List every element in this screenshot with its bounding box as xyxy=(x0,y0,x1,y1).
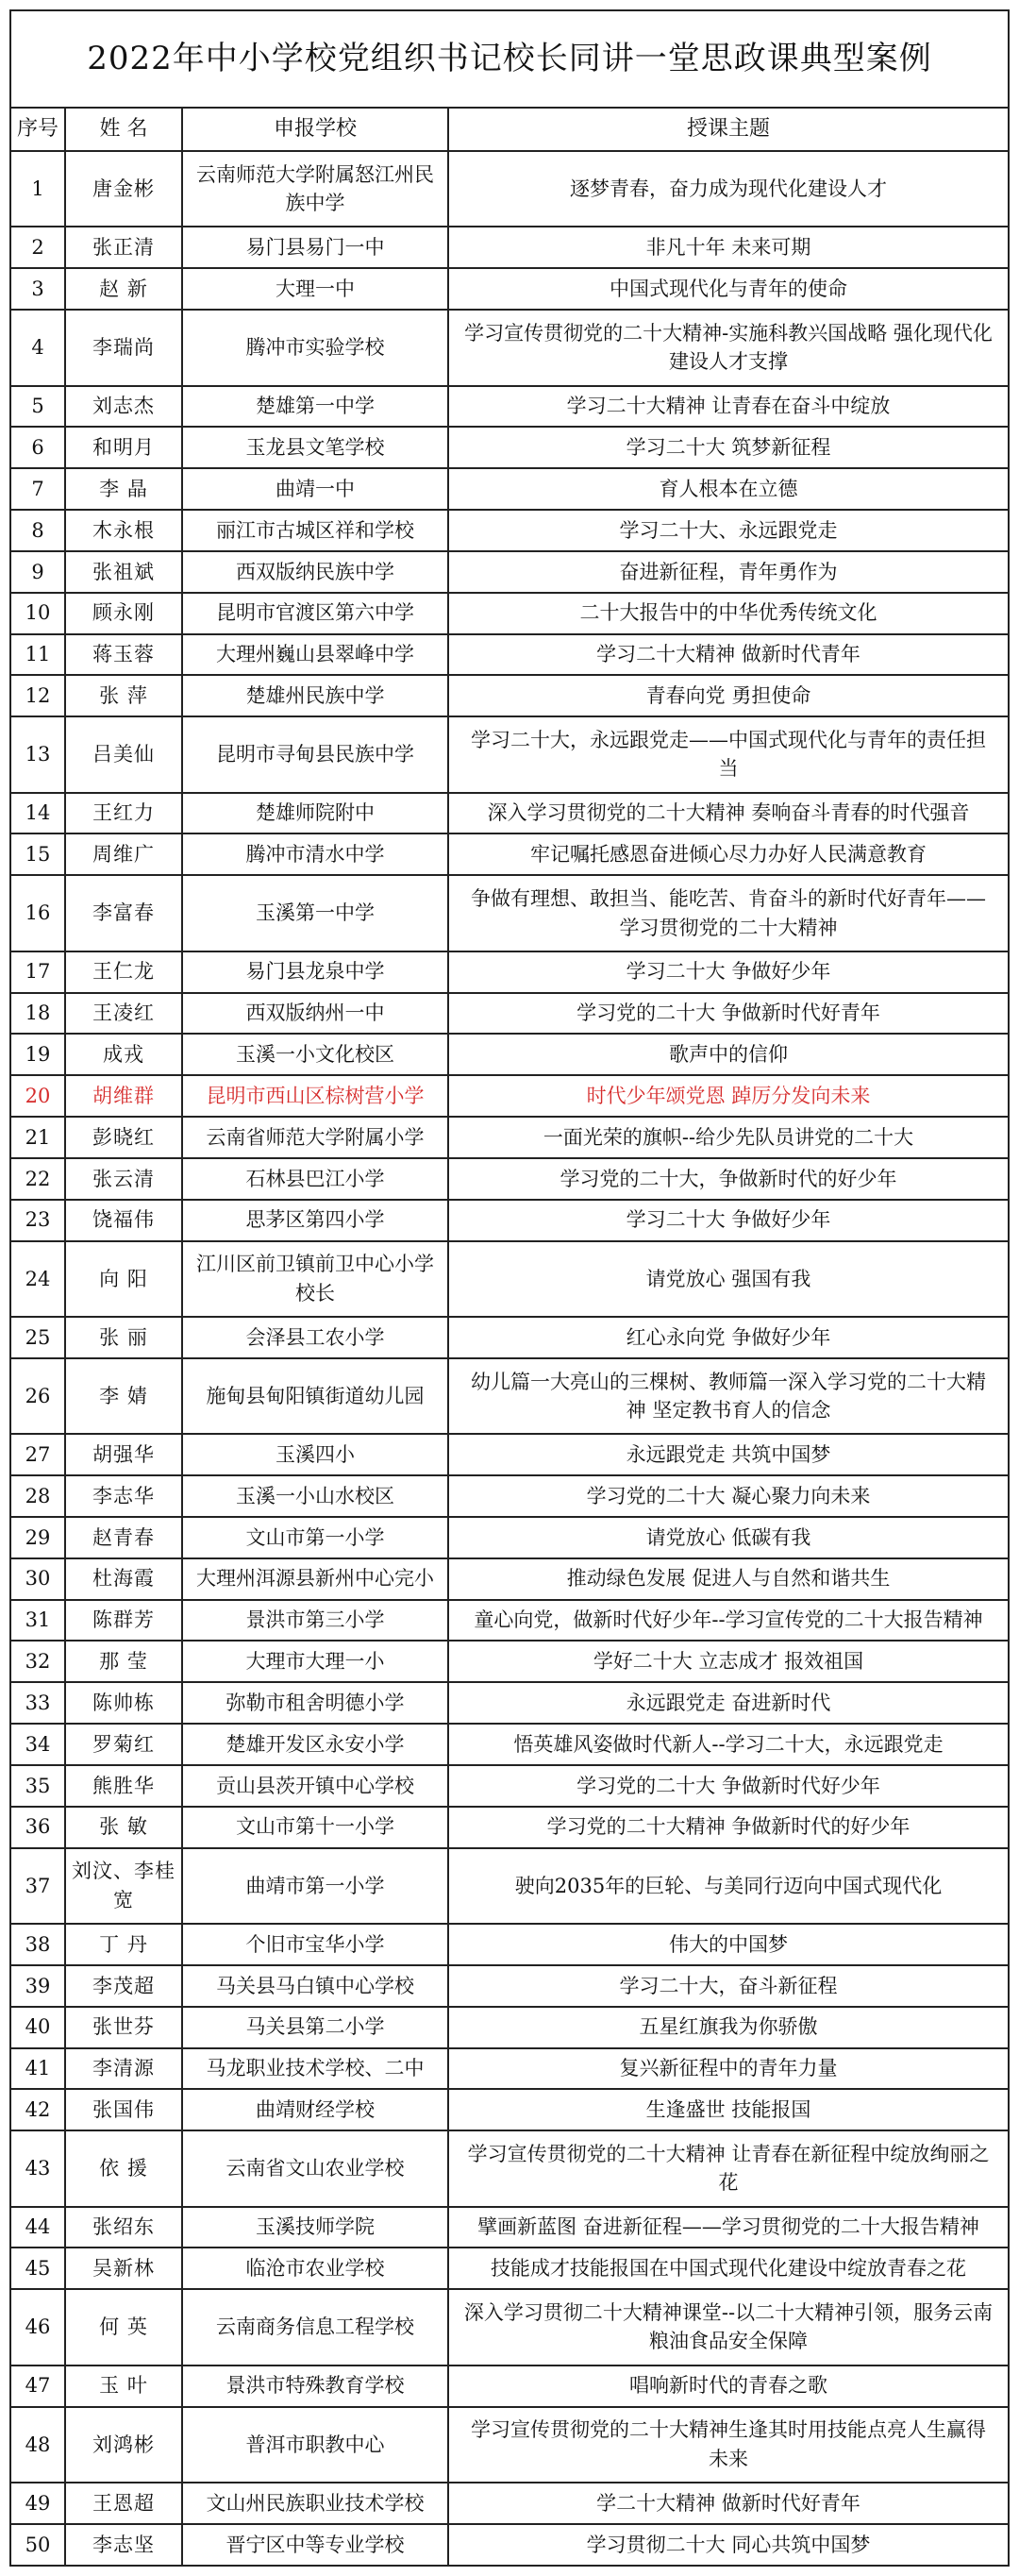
row-name: 李瑞尚 xyxy=(65,310,182,385)
row-name: 陈帅栋 xyxy=(65,1682,182,1724)
row-number: 18 xyxy=(10,993,65,1035)
row-number: 20 xyxy=(10,1075,65,1117)
row-school: 弥勒市租舍明德小学 xyxy=(182,1682,448,1724)
row-number: 46 xyxy=(10,2289,65,2365)
row-name: 赵 新 xyxy=(65,268,182,310)
row-name: 顾永刚 xyxy=(65,593,182,634)
row-topic: 学习党的二十大 争做新时代好青年 xyxy=(448,993,1009,1035)
table-row xyxy=(10,1517,1009,1558)
row-topic: 推动绿色发展 促进人与自然和谐共生 xyxy=(448,1558,1009,1600)
row-name: 王仁龙 xyxy=(65,951,182,993)
row-number: 45 xyxy=(10,2248,65,2289)
row-name: 赵青春 xyxy=(65,1517,182,1558)
row-number: 40 xyxy=(10,2007,65,2048)
row-number: 32 xyxy=(10,1641,65,1682)
row-name: 王凌红 xyxy=(65,993,182,1035)
page-title: 2022年中小学校党组织书记校长同讲一堂思政课典型案例 xyxy=(10,10,1009,108)
row-topic: 复兴新征程中的青年力量 xyxy=(448,2048,1009,2090)
row-name: 杜海霞 xyxy=(65,1558,182,1600)
row-topic: 学习宣传贯彻党的二十大精神-实施科教兴国战略 强化现代化建设人才支撑 xyxy=(448,310,1009,385)
row-number: 16 xyxy=(10,875,65,951)
table-row xyxy=(10,1600,1009,1642)
row-topic: 童心向党，做新时代好少年--学习宣传党的二十大报告精神 xyxy=(448,1600,1009,1642)
row-topic: 请党放心 低碳有我 xyxy=(448,1517,1009,1558)
table-row xyxy=(10,2130,1009,2206)
row-number: 5 xyxy=(10,386,65,428)
row-topic: 学习二十大精神 做新时代青年 xyxy=(448,634,1009,676)
row-name: 刘汶、李桂宽 xyxy=(65,1848,182,1924)
row-topic: 驶向2035年的巨轮、与美同行迈向中国式现代化 xyxy=(448,1848,1009,1924)
row-topic: 学习二十大 筑梦新征程 xyxy=(448,427,1009,468)
row-topic: 生逢盛世 技能报国 xyxy=(448,2089,1009,2130)
row-topic: 学习二十大精神 让青春在奋斗中绽放 xyxy=(448,386,1009,428)
row-school: 贡山县茨开镇中心学校 xyxy=(182,1765,448,1807)
table-row xyxy=(10,1475,1009,1517)
row-number: 31 xyxy=(10,1600,65,1642)
row-topic: 伟大的中国梦 xyxy=(448,1924,1009,1965)
table-row xyxy=(10,1434,1009,1475)
row-school: 楚雄州民族中学 xyxy=(182,675,448,716)
row-topic: 学好二十大 立志成才 报效祖国 xyxy=(448,1641,1009,1682)
row-school: 玉溪一小山水校区 xyxy=(182,1475,448,1517)
table-row xyxy=(10,510,1009,551)
row-name: 李志坚 xyxy=(65,2524,182,2566)
header-no: 序号 xyxy=(10,108,65,151)
table-row xyxy=(10,1034,1009,1075)
row-topic: 学习二十大 争做好少年 xyxy=(448,1200,1009,1241)
row-topic: 二十大报告中的中华优秀传统文化 xyxy=(448,593,1009,634)
table-row xyxy=(10,2289,1009,2365)
row-school: 曲靖市第一小学 xyxy=(182,1848,448,1924)
row-number: 47 xyxy=(10,2366,65,2407)
row-topic: 学习二十大，奋斗新征程 xyxy=(448,1965,1009,2007)
table-header-row xyxy=(10,108,1009,151)
table-row xyxy=(10,634,1009,676)
table-row xyxy=(10,2048,1009,2090)
row-topic: 五星红旗我为你骄傲 xyxy=(448,2007,1009,2048)
row-school: 会泽县工农小学 xyxy=(182,1317,448,1358)
row-topic: 歌声中的信仰 xyxy=(448,1034,1009,1075)
row-school: 玉龙县文笔学校 xyxy=(182,427,448,468)
row-topic: 学习贯彻二十大 同心共筑中国梦 xyxy=(448,2524,1009,2566)
row-school: 普洱市职教中心 xyxy=(182,2407,448,2483)
row-school: 思茅区第四小学 xyxy=(182,1200,448,1241)
row-topic: 争做有理想、敢担当、能吃苦、肯奋斗的新时代好青年——学习贯彻党的二十大精神 xyxy=(448,875,1009,951)
row-topic: 永远跟党走 奋进新时代 xyxy=(448,1682,1009,1724)
row-name: 胡维群 xyxy=(65,1075,182,1117)
table-row xyxy=(10,1358,1009,1434)
row-number: 38 xyxy=(10,1924,65,1965)
row-topic: 学习党的二十大 凝心聚力向未来 xyxy=(448,1475,1009,1517)
row-name: 丁 丹 xyxy=(65,1924,182,1965)
row-name: 李清源 xyxy=(65,2048,182,2090)
row-number: 34 xyxy=(10,1724,65,1765)
row-topic: 一面光荣的旗帜--给少先队员讲党的二十大 xyxy=(448,1117,1009,1158)
row-name: 王恩超 xyxy=(65,2483,182,2524)
row-school: 易门县易门一中 xyxy=(182,227,448,268)
row-number: 14 xyxy=(10,793,65,834)
row-school: 易门县龙泉中学 xyxy=(182,951,448,993)
row-school: 临沧市农业学校 xyxy=(182,2248,448,2289)
table-row xyxy=(10,1724,1009,1765)
row-school: 个旧市宝华小学 xyxy=(182,1924,448,1965)
row-school: 文山市第一小学 xyxy=(182,1517,448,1558)
row-topic: 擘画新蓝图 奋进新征程——学习贯彻党的二十大报告精神 xyxy=(448,2207,1009,2248)
table-row xyxy=(10,1558,1009,1600)
row-school: 昆明市官渡区第六中学 xyxy=(182,593,448,634)
table-row xyxy=(10,386,1009,428)
row-number: 6 xyxy=(10,427,65,468)
row-name: 玉 叶 xyxy=(65,2366,182,2407)
row-school: 马关县第二小学 xyxy=(182,2007,448,2048)
table-row xyxy=(10,2524,1009,2566)
row-name: 成戎 xyxy=(65,1034,182,1075)
row-topic: 学习党的二十大 争做新时代好少年 xyxy=(448,1765,1009,1807)
row-name: 熊胜华 xyxy=(65,1765,182,1807)
row-number: 33 xyxy=(10,1682,65,1724)
table-row xyxy=(10,1765,1009,1807)
header-name: 姓 名 xyxy=(65,108,182,151)
row-number: 25 xyxy=(10,1317,65,1358)
row-name: 张世芬 xyxy=(65,2007,182,2048)
table-row xyxy=(10,1117,1009,1158)
row-topic: 逐梦青春，奋力成为现代化建设人才 xyxy=(448,151,1009,227)
row-number: 13 xyxy=(10,716,65,792)
row-school: 曲靖一中 xyxy=(182,468,448,510)
row-name: 李茂超 xyxy=(65,1965,182,2007)
row-school: 玉溪一小文化校区 xyxy=(182,1034,448,1075)
table-row xyxy=(10,1848,1009,1924)
row-name: 张 敏 xyxy=(65,1807,182,1848)
row-name: 张国伟 xyxy=(65,2089,182,2130)
row-number: 44 xyxy=(10,2207,65,2248)
row-number: 24 xyxy=(10,1241,65,1317)
row-topic: 牢记嘱托感恩奋进倾心尽力办好人民满意教育 xyxy=(448,833,1009,875)
row-school: 大理州洱源县新州中心完小 xyxy=(182,1558,448,1600)
row-school: 玉溪第一中学 xyxy=(182,875,448,951)
row-number: 22 xyxy=(10,1158,65,1200)
row-school: 西双版纳民族中学 xyxy=(182,551,448,593)
row-name: 张云清 xyxy=(65,1158,182,1200)
table-row xyxy=(10,427,1009,468)
table-row xyxy=(10,951,1009,993)
row-number: 2 xyxy=(10,227,65,268)
table-row xyxy=(10,2089,1009,2130)
row-number: 29 xyxy=(10,1517,65,1558)
table-row xyxy=(10,833,1009,875)
row-school: 楚雄第一中学 xyxy=(182,386,448,428)
header-school: 申报学校 xyxy=(182,108,448,151)
row-topic: 奋进新征程，青年勇作为 xyxy=(448,551,1009,593)
row-name: 何 英 xyxy=(65,2289,182,2365)
row-topic: 悟英雄风姿做时代新人--学习二十大，永远跟党走 xyxy=(448,1724,1009,1765)
row-name: 罗菊红 xyxy=(65,1724,182,1765)
table-row xyxy=(10,1682,1009,1724)
row-name: 张 萍 xyxy=(65,675,182,716)
row-name: 和明月 xyxy=(65,427,182,468)
row-number: 26 xyxy=(10,1358,65,1434)
header-topic: 授课主题 xyxy=(448,108,1009,151)
row-name: 李 晶 xyxy=(65,468,182,510)
row-name: 张祖斌 xyxy=(65,551,182,593)
row-topic: 学习党的二十大精神 争做新时代的好少年 xyxy=(448,1807,1009,1848)
row-number: 3 xyxy=(10,268,65,310)
row-number: 41 xyxy=(10,2048,65,2090)
case-table xyxy=(9,9,1010,2567)
table-row xyxy=(10,2007,1009,2048)
table-row xyxy=(10,268,1009,310)
table-row xyxy=(10,551,1009,593)
row-number: 48 xyxy=(10,2407,65,2483)
row-school: 楚雄开发区永安小学 xyxy=(182,1724,448,1765)
row-school: 马关县马白镇中心学校 xyxy=(182,1965,448,2007)
table-row xyxy=(10,2248,1009,2289)
row-name: 李志华 xyxy=(65,1475,182,1517)
table-row xyxy=(10,2483,1009,2524)
row-name: 张绍东 xyxy=(65,2207,182,2248)
row-school: 云南省文山农业学校 xyxy=(182,2130,448,2206)
row-name: 陈群芳 xyxy=(65,1600,182,1642)
row-school: 施甸县甸阳镇街道幼儿园 xyxy=(182,1358,448,1434)
row-topic: 学习二十大、永远跟党走 xyxy=(448,510,1009,551)
table-row xyxy=(10,1241,1009,1317)
row-number: 8 xyxy=(10,510,65,551)
row-school: 马龙职业技术学校、二中 xyxy=(182,2048,448,2090)
row-school: 昆明市寻甸县民族中学 xyxy=(182,716,448,792)
table-row xyxy=(10,593,1009,634)
row-school: 石林县巴江小学 xyxy=(182,1158,448,1200)
row-name: 周维广 xyxy=(65,833,182,875)
row-topic: 深入学习贯彻党的二十大精神 奏响奋斗青春的时代强音 xyxy=(448,793,1009,834)
row-name: 刘鸿彬 xyxy=(65,2407,182,2483)
row-topic: 技能成才技能报国在中国式现代化建设中绽放青春之花 xyxy=(448,2248,1009,2289)
row-school: 丽江市古城区祥和学校 xyxy=(182,510,448,551)
row-number: 9 xyxy=(10,551,65,593)
table-row xyxy=(10,2407,1009,2483)
row-school: 昆明市西山区棕树营小学 xyxy=(182,1075,448,1117)
row-number: 15 xyxy=(10,833,65,875)
row-number: 1 xyxy=(10,151,65,227)
row-school: 楚雄师院附中 xyxy=(182,793,448,834)
row-school: 玉溪技师学院 xyxy=(182,2207,448,2248)
row-topic: 请党放心 强国有我 xyxy=(448,1241,1009,1317)
row-number: 49 xyxy=(10,2483,65,2524)
row-number: 35 xyxy=(10,1765,65,1807)
row-name: 饶福伟 xyxy=(65,1200,182,1241)
row-school: 曲靖财经学校 xyxy=(182,2089,448,2130)
table-body xyxy=(10,151,1009,2566)
row-topic: 育人根本在立德 xyxy=(448,468,1009,510)
row-school: 晋宁区中等专业学校 xyxy=(182,2524,448,2566)
table-row xyxy=(10,1924,1009,1965)
row-topic: 青春向党 勇担使命 xyxy=(448,675,1009,716)
row-school: 云南师范大学附属怒江州民族中学 xyxy=(182,151,448,227)
row-school: 江川区前卫镇前卫中心小学校长 xyxy=(182,1241,448,1317)
row-number: 36 xyxy=(10,1807,65,1848)
row-name: 胡强华 xyxy=(65,1434,182,1475)
row-name: 吕美仙 xyxy=(65,716,182,792)
row-number: 28 xyxy=(10,1475,65,1517)
row-school: 云南商务信息工程学校 xyxy=(182,2289,448,2365)
table-row xyxy=(10,716,1009,792)
row-topic: 唱响新时代的青春之歌 xyxy=(448,2366,1009,2407)
table-row xyxy=(10,1317,1009,1358)
table-row xyxy=(10,1200,1009,1241)
row-name: 李富春 xyxy=(65,875,182,951)
row-topic: 永远跟党走 共筑中国梦 xyxy=(448,1434,1009,1475)
row-school: 云南省师范大学附属小学 xyxy=(182,1117,448,1158)
row-school: 文山州民族职业技术学校 xyxy=(182,2483,448,2524)
row-number: 17 xyxy=(10,951,65,993)
row-number: 7 xyxy=(10,468,65,510)
row-school: 大理市大理一小 xyxy=(182,1641,448,1682)
row-school: 景洪市第三小学 xyxy=(182,1600,448,1642)
row-name: 木永根 xyxy=(65,510,182,551)
row-number: 37 xyxy=(10,1848,65,1924)
table-row xyxy=(10,1075,1009,1117)
table-row xyxy=(10,793,1009,834)
row-topic: 学习宣传贯彻党的二十大精神生逢其时用技能点亮人生赢得未来 xyxy=(448,2407,1009,2483)
row-school: 腾冲市清水中学 xyxy=(182,833,448,875)
table-row xyxy=(10,310,1009,385)
row-number: 39 xyxy=(10,1965,65,2007)
row-school: 大理一中 xyxy=(182,268,448,310)
table-row xyxy=(10,875,1009,951)
row-name: 刘志杰 xyxy=(65,386,182,428)
row-number: 10 xyxy=(10,593,65,634)
row-name: 吴新林 xyxy=(65,2248,182,2289)
row-topic: 学二十大精神 做新时代好青年 xyxy=(448,2483,1009,2524)
row-number: 30 xyxy=(10,1558,65,1600)
row-number: 43 xyxy=(10,2130,65,2206)
row-number: 42 xyxy=(10,2089,65,2130)
row-number: 12 xyxy=(10,675,65,716)
row-name: 向 阳 xyxy=(65,1241,182,1317)
row-topic: 深入学习贯彻二十大精神课堂--以二十大精神引领，服务云南粮油食品安全保障 xyxy=(448,2289,1009,2365)
row-school: 玉溪四小 xyxy=(182,1434,448,1475)
row-topic: 红心永向党 争做好少年 xyxy=(448,1317,1009,1358)
row-name: 唐金彬 xyxy=(65,151,182,227)
row-name: 张 丽 xyxy=(65,1317,182,1358)
table-row xyxy=(10,227,1009,268)
row-number: 4 xyxy=(10,310,65,385)
row-number: 23 xyxy=(10,1200,65,1241)
row-name: 王红力 xyxy=(65,793,182,834)
row-name: 彭晓红 xyxy=(65,1117,182,1158)
row-topic: 幼儿篇一大亮山的三棵树、教师篇一深入学习党的二十大精神 坚定教书育人的信念 xyxy=(448,1358,1009,1434)
table-row xyxy=(10,2366,1009,2407)
row-topic: 学习二十大 争做好少年 xyxy=(448,951,1009,993)
row-school: 大理州巍山县翠峰中学 xyxy=(182,634,448,676)
row-topic: 非凡十年 未来可期 xyxy=(448,227,1009,268)
table-row xyxy=(10,1965,1009,2007)
row-number: 19 xyxy=(10,1034,65,1075)
row-topic: 学习宣传贯彻党的二十大精神 让青春在新征程中绽放绚丽之花 xyxy=(448,2130,1009,2206)
table-row xyxy=(10,468,1009,510)
row-number: 21 xyxy=(10,1117,65,1158)
row-topic: 学习党的二十大，争做新时代的好少年 xyxy=(448,1158,1009,1200)
row-name: 李 婧 xyxy=(65,1358,182,1434)
row-number: 11 xyxy=(10,634,65,676)
row-number: 50 xyxy=(10,2524,65,2566)
table-row xyxy=(10,1641,1009,1682)
row-name: 张正清 xyxy=(65,227,182,268)
row-number: 27 xyxy=(10,1434,65,1475)
table-row xyxy=(10,1158,1009,1200)
table-row xyxy=(10,2207,1009,2248)
row-topic: 时代少年颂党恩 踔厉分发向未来 xyxy=(448,1075,1009,1117)
row-name: 那 莹 xyxy=(65,1641,182,1682)
row-school: 腾冲市实验学校 xyxy=(182,310,448,385)
row-school: 文山市第十一小学 xyxy=(182,1807,448,1848)
row-name: 依 援 xyxy=(65,2130,182,2206)
row-school: 景洪市特殊教育学校 xyxy=(182,2366,448,2407)
table-row xyxy=(10,675,1009,716)
table-row xyxy=(10,993,1009,1035)
row-topic: 学习二十大，永远跟党走——中国式现代化与青年的责任担当 xyxy=(448,716,1009,792)
table-row xyxy=(10,1807,1009,1848)
row-name: 蒋玉蓉 xyxy=(65,634,182,676)
table-row xyxy=(10,151,1009,227)
row-school: 西双版纳州一中 xyxy=(182,993,448,1035)
row-topic: 中国式现代化与青年的使命 xyxy=(448,268,1009,310)
